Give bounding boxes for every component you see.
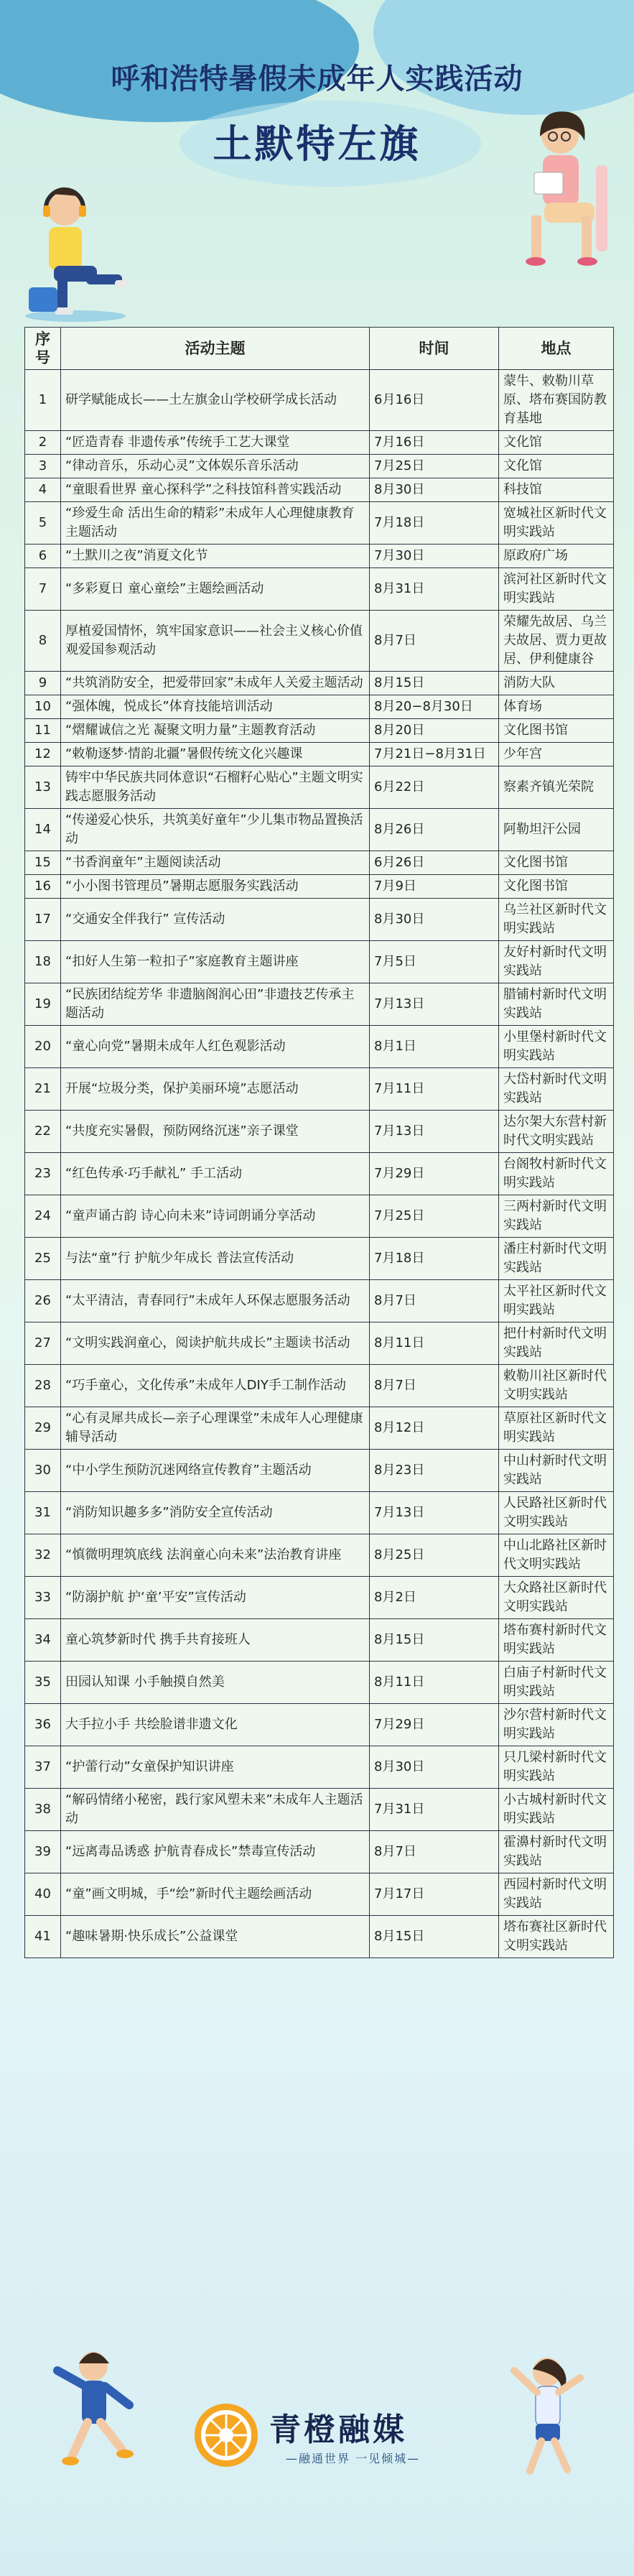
table-row (25, 941, 614, 983)
table-row (25, 809, 614, 851)
cell-time: 8月7日 (370, 1365, 499, 1407)
cell-no: 13 (25, 766, 61, 809)
cell-theme: “消防知识趣多多”消防安全宣传活动 (61, 1492, 370, 1534)
cell-place: 草原社区新时代文明实践站 (499, 1407, 614, 1450)
cell-no: 24 (25, 1195, 61, 1238)
cell-time: 8月20日 (370, 719, 499, 743)
cell-place: 潘庄村新时代文明实践站 (499, 1238, 614, 1280)
table-row (25, 455, 614, 478)
cell-time: 8月31日 (370, 568, 499, 611)
cell-place: 文化图书馆 (499, 851, 614, 875)
cell-theme: “敕勒逐梦·情韵北疆”暑假传统文化兴趣课 (61, 743, 370, 766)
cell-no: 37 (25, 1746, 61, 1789)
cell-no: 10 (25, 695, 61, 719)
cell-place: 蒙牛、敕勒川草原、塔布赛国防教育基地 (499, 370, 614, 431)
cell-theme: “熠耀诚信之光 凝聚文明力量”主题教育活动 (61, 719, 370, 743)
cell-no: 12 (25, 743, 61, 766)
cell-theme: “童”画文明城，手“绘”新时代主题绘画活动 (61, 1873, 370, 1916)
cell-time: 8月7日 (370, 1280, 499, 1322)
table-row (25, 1916, 614, 1958)
cell-time: 8月11日 (370, 1322, 499, 1365)
cell-place: 只几梁村新时代文明实践站 (499, 1746, 614, 1789)
cell-no: 14 (25, 809, 61, 851)
table-body (25, 370, 614, 1958)
cell-time: 6月16日 (370, 370, 499, 431)
cell-no: 36 (25, 1704, 61, 1746)
cell-time: 7月13日 (370, 1111, 499, 1153)
cell-theme: “红色传承·巧手献礼” 手工活动 (61, 1153, 370, 1195)
cell-time: 8月25日 (370, 1534, 499, 1577)
table-row (25, 1238, 614, 1280)
table-row (25, 1746, 614, 1789)
table-row (25, 1492, 614, 1534)
table-row (25, 1322, 614, 1365)
table-row (25, 1407, 614, 1450)
footer (0, 2299, 634, 2576)
cell-theme: “共度充实暑假，预防网络沉迷”亲子课堂 (61, 1111, 370, 1153)
table-row (25, 851, 614, 875)
table-row (25, 1577, 614, 1619)
cell-time: 8月7日 (370, 611, 499, 672)
header-place: 地点 (499, 328, 614, 370)
cell-time: 7月9日 (370, 875, 499, 899)
cell-no: 28 (25, 1365, 61, 1407)
cell-no: 4 (25, 478, 61, 502)
cell-no: 30 (25, 1450, 61, 1492)
cell-no: 3 (25, 455, 61, 478)
cell-time: 7月13日 (370, 983, 499, 1026)
cell-no: 23 (25, 1153, 61, 1195)
cell-time: 8月26日 (370, 809, 499, 851)
runner-right-illustration (495, 2349, 596, 2485)
cell-theme: 与法“童”行 护航少年成长 普法宣传活动 (61, 1238, 370, 1280)
cell-time: 7月29日 (370, 1153, 499, 1195)
table-row (25, 1619, 614, 1662)
table-row (25, 370, 614, 431)
cell-theme: “扣好人生第一粒扣子”家庭教育主题讲座 (61, 941, 370, 983)
cell-place: 体育场 (499, 695, 614, 719)
table-row (25, 431, 614, 455)
cell-place: 少年宫 (499, 743, 614, 766)
cell-place: 大岱村新时代文明实践站 (499, 1068, 614, 1111)
table-row (25, 1662, 614, 1704)
cell-time: 7月13日 (370, 1492, 499, 1534)
cell-no: 25 (25, 1238, 61, 1280)
cell-time: 8月12日 (370, 1407, 499, 1450)
cell-theme: “多彩夏日 童心童绘”主题绘画活动 (61, 568, 370, 611)
cell-time: 7月29日 (370, 1704, 499, 1746)
cell-no: 1 (25, 370, 61, 431)
cell-place: 宽城社区新时代文明实践站 (499, 502, 614, 545)
cell-place: 友好村新时代文明实践站 (499, 941, 614, 983)
cell-place: 察素齐镇光荣院 (499, 766, 614, 809)
cell-no: 26 (25, 1280, 61, 1322)
cell-no: 9 (25, 672, 61, 695)
cell-no: 35 (25, 1662, 61, 1704)
cell-place: 文化馆 (499, 455, 614, 478)
cell-place: 乌兰社区新时代文明实践站 (499, 899, 614, 941)
cell-place: 科技馆 (499, 478, 614, 502)
header-banner (0, 0, 634, 327)
cell-no: 17 (25, 899, 61, 941)
cell-place: 文化馆 (499, 431, 614, 455)
cell-time: 7月21日−8月31日 (370, 743, 499, 766)
table-row (25, 1365, 614, 1407)
cell-place: 消防大队 (499, 672, 614, 695)
page-subtitle: 土默特左旗 (213, 121, 421, 167)
cell-place: 台阁牧村新时代文明实践站 (499, 1153, 614, 1195)
cell-theme: “趣味暑期·快乐成长”公益课堂 (61, 1916, 370, 1958)
cell-theme: “文明实践润童心，阅读护航共成长”主题读书活动 (61, 1322, 370, 1365)
cell-theme: 大手拉小手 共绘脸谱非遗文化 (61, 1704, 370, 1746)
cell-time: 8月2日 (370, 1577, 499, 1619)
cell-theme: “律动音乐，乐动心灵”文体娱乐音乐活动 (61, 455, 370, 478)
cell-theme: “心有灵犀共成长—亲子心理课堂”未成年人心理健康辅导活动 (61, 1407, 370, 1450)
table-row (25, 875, 614, 899)
cell-no: 31 (25, 1492, 61, 1534)
cell-no: 21 (25, 1068, 61, 1111)
cell-theme: 研学赋能成长——土左旗金山学校研学成长活动 (61, 370, 370, 431)
cell-place: 阿勒坦汗公园 (499, 809, 614, 851)
cell-theme: 童心筑梦新时代 携手共育接班人 (61, 1619, 370, 1662)
cell-no: 20 (25, 1026, 61, 1068)
cell-theme: “小小图书管理员”暑期志愿服务实践活动 (61, 875, 370, 899)
cell-no: 34 (25, 1619, 61, 1662)
cell-time: 7月30日 (370, 545, 499, 568)
table-row (25, 1068, 614, 1111)
cell-no: 11 (25, 719, 61, 743)
table-row (25, 743, 614, 766)
table-row (25, 983, 614, 1026)
cell-no: 33 (25, 1577, 61, 1619)
brand-slogan: —融通世界 一见倾城— (286, 2452, 421, 2465)
cell-time: 6月22日 (370, 766, 499, 809)
cell-place: 西园村新时代文明实践站 (499, 1873, 614, 1916)
cell-place: 文化图书馆 (499, 875, 614, 899)
cell-place: 文化图书馆 (499, 719, 614, 743)
cell-no: 6 (25, 545, 61, 568)
table-header-row (25, 328, 614, 370)
table-row (25, 766, 614, 809)
cell-theme: “交通安全伴我行” 宣传活动 (61, 899, 370, 941)
cell-time: 7月18日 (370, 1238, 499, 1280)
cell-time: 8月30日 (370, 899, 499, 941)
cell-time: 8月15日 (370, 1916, 499, 1958)
cell-no: 22 (25, 1111, 61, 1153)
cell-place: 小里堡村新时代文明实践站 (499, 1026, 614, 1068)
cell-place: 三两村新时代文明实践站 (499, 1195, 614, 1238)
cell-theme: 厚植爱国情怀，筑牢国家意识——社会主义核心价值观爱国参观活动 (61, 611, 370, 672)
cell-theme: “慎微明理筑底线 法润童心向未来”法治教育讲座 (61, 1534, 370, 1577)
activity-table-container (24, 327, 613, 1958)
cell-no: 27 (25, 1322, 61, 1365)
cell-place: 太平社区新时代文明实践站 (499, 1280, 614, 1322)
qingcheng-logo-icon (190, 2399, 262, 2471)
cell-theme: “防溺护航 护‘童’平安”宣传活动 (61, 1577, 370, 1619)
table-row (25, 502, 614, 545)
cell-time: 8月20−8月30日 (370, 695, 499, 719)
cell-no: 2 (25, 431, 61, 455)
cell-time: 7月11日 (370, 1068, 499, 1111)
cell-theme: “传递爱心快乐，共筑美好童年”少儿集市物品置换活动 (61, 809, 370, 851)
cell-theme: “土默川之夜”消夏文化节 (61, 545, 370, 568)
cell-no: 5 (25, 502, 61, 545)
table-row (25, 1534, 614, 1577)
table-row (25, 1153, 614, 1195)
cell-theme: “民族团结绽芳华 非遗脑阁润心田”非遗技艺传承主题活动 (61, 983, 370, 1026)
cell-place: 达尔架大东营村新时代文明实践站 (499, 1111, 614, 1153)
table-row (25, 899, 614, 941)
cell-no: 38 (25, 1789, 61, 1831)
cell-time: 8月15日 (370, 672, 499, 695)
cell-theme: “书香润童年”主题阅读活动 (61, 851, 370, 875)
table-row (25, 1789, 614, 1831)
cell-theme: 铸牢中华民族共同体意识“石榴籽心贴心”主题文明实践志愿服务活动 (61, 766, 370, 809)
cell-theme: 田园认知课 小手触摸自然美 (61, 1662, 370, 1704)
cell-no: 41 (25, 1916, 61, 1958)
cell-place: 敕勒川社区新时代文明实践站 (499, 1365, 614, 1407)
header-no: 序号 (25, 328, 61, 370)
runner-left-illustration (43, 2342, 144, 2485)
cell-time: 7月16日 (370, 431, 499, 455)
cell-theme: “解码情绪小秘密，践行家风塑未来”未成年人主题活动 (61, 1789, 370, 1831)
table-row (25, 1873, 614, 1916)
cell-no: 32 (25, 1534, 61, 1577)
cell-time: 7月5日 (370, 941, 499, 983)
table-row (25, 695, 614, 719)
cell-time: 7月18日 (370, 502, 499, 545)
cell-theme: 开展“垃圾分类，保护美丽环境”志愿活动 (61, 1068, 370, 1111)
cell-theme: “童心向党”暑期未成年人红色观影活动 (61, 1026, 370, 1068)
cell-place: 人民路社区新时代文明实践站 (499, 1492, 614, 1534)
table-row (25, 1831, 614, 1873)
cell-time: 7月31日 (370, 1789, 499, 1831)
cell-place: 腊铺村新时代文明实践站 (499, 983, 614, 1026)
girl-headphones-illustration (14, 180, 136, 323)
cell-place: 塔布赛村新时代文明实践站 (499, 1619, 614, 1662)
cell-place: 中山北路社区新时代文明实践站 (499, 1534, 614, 1577)
header-time: 时间 (370, 328, 499, 370)
cell-theme: “巧手童心，文化传承”未成年人DIY手工制作活动 (61, 1365, 370, 1407)
cell-theme: “强体魄，悦成长”体育技能培训活动 (61, 695, 370, 719)
cell-time: 7月17日 (370, 1873, 499, 1916)
cell-place: 大众路社区新时代文明实践站 (499, 1577, 614, 1619)
cell-place: 小古城村新时代文明实践站 (499, 1789, 614, 1831)
cell-time: 8月23日 (370, 1450, 499, 1492)
cell-theme: “童眼看世界 童心探科学”之科技馆科普实践活动 (61, 478, 370, 502)
cell-theme: “太平清洁，青春同行”未成年人环保志愿服务活动 (61, 1280, 370, 1322)
cell-no: 29 (25, 1407, 61, 1450)
cell-time: 6月26日 (370, 851, 499, 875)
cell-place: 滨河社区新时代文明实践站 (499, 568, 614, 611)
cell-theme: “匠造青春 非遗传承”传统手工艺大课堂 (61, 431, 370, 455)
girl-reading-illustration (474, 108, 617, 280)
table-row (25, 1026, 614, 1068)
cell-no: 18 (25, 941, 61, 983)
cell-theme: “中小学生预防沉迷网络宣传教育”主题活动 (61, 1450, 370, 1492)
cell-no: 16 (25, 875, 61, 899)
cell-place: 白庙子村新时代文明实践站 (499, 1662, 614, 1704)
cell-theme: “童声诵古韵 诗心向未来”诗词朗诵分享活动 (61, 1195, 370, 1238)
cell-theme: “护蕾行动”女童保护知识讲座 (61, 1746, 370, 1789)
cell-time: 8月15日 (370, 1619, 499, 1662)
table-row (25, 1280, 614, 1322)
table-row (25, 1195, 614, 1238)
cell-theme: “共筑消防安全，把爱带回家”未成年人关爱主题活动 (61, 672, 370, 695)
header-theme: 活动主题 (61, 328, 370, 370)
table-row (25, 1111, 614, 1153)
activity-table (24, 327, 614, 1958)
cell-no: 39 (25, 1831, 61, 1873)
table-row (25, 719, 614, 743)
cell-place: 沙尔营村新时代文明实践站 (499, 1704, 614, 1746)
cell-no: 7 (25, 568, 61, 611)
table-row (25, 568, 614, 611)
table-row (25, 672, 614, 695)
cell-theme: “远离毒品诱惑 护航青春成长”禁毒宣传活动 (61, 1831, 370, 1873)
table-row (25, 1704, 614, 1746)
cell-theme: “珍爱生命 活出生命的精彩”未成年人心理健康教育主题活动 (61, 502, 370, 545)
cell-no: 8 (25, 611, 61, 672)
table-row (25, 478, 614, 502)
table-row (25, 1450, 614, 1492)
cell-place: 原政府广场 (499, 545, 614, 568)
cell-time: 8月30日 (370, 478, 499, 502)
cell-place: 荣耀先故居、乌兰夫故居、贾力更故居、伊利健康谷 (499, 611, 614, 672)
cell-no: 19 (25, 983, 61, 1026)
table-row (25, 611, 614, 672)
page-title: 呼和浩特暑假未成年人实践活动 (111, 62, 523, 96)
cell-place: 中山村新时代文明实践站 (499, 1450, 614, 1492)
cell-place: 霍濞村新时代文明实践站 (499, 1831, 614, 1873)
cell-time: 8月11日 (370, 1662, 499, 1704)
cell-time: 7月25日 (370, 1195, 499, 1238)
cell-no: 40 (25, 1873, 61, 1916)
cell-time: 8月7日 (370, 1831, 499, 1873)
cell-time: 7月25日 (370, 455, 499, 478)
table-row (25, 545, 614, 568)
cell-time: 8月1日 (370, 1026, 499, 1068)
cell-no: 15 (25, 851, 61, 875)
cell-time: 8月30日 (370, 1746, 499, 1789)
cell-place: 把什村新时代文明实践站 (499, 1322, 614, 1365)
cell-place: 塔布赛社区新时代文明实践站 (499, 1916, 614, 1958)
brand-name: 青橙融媒 (269, 2411, 407, 2448)
